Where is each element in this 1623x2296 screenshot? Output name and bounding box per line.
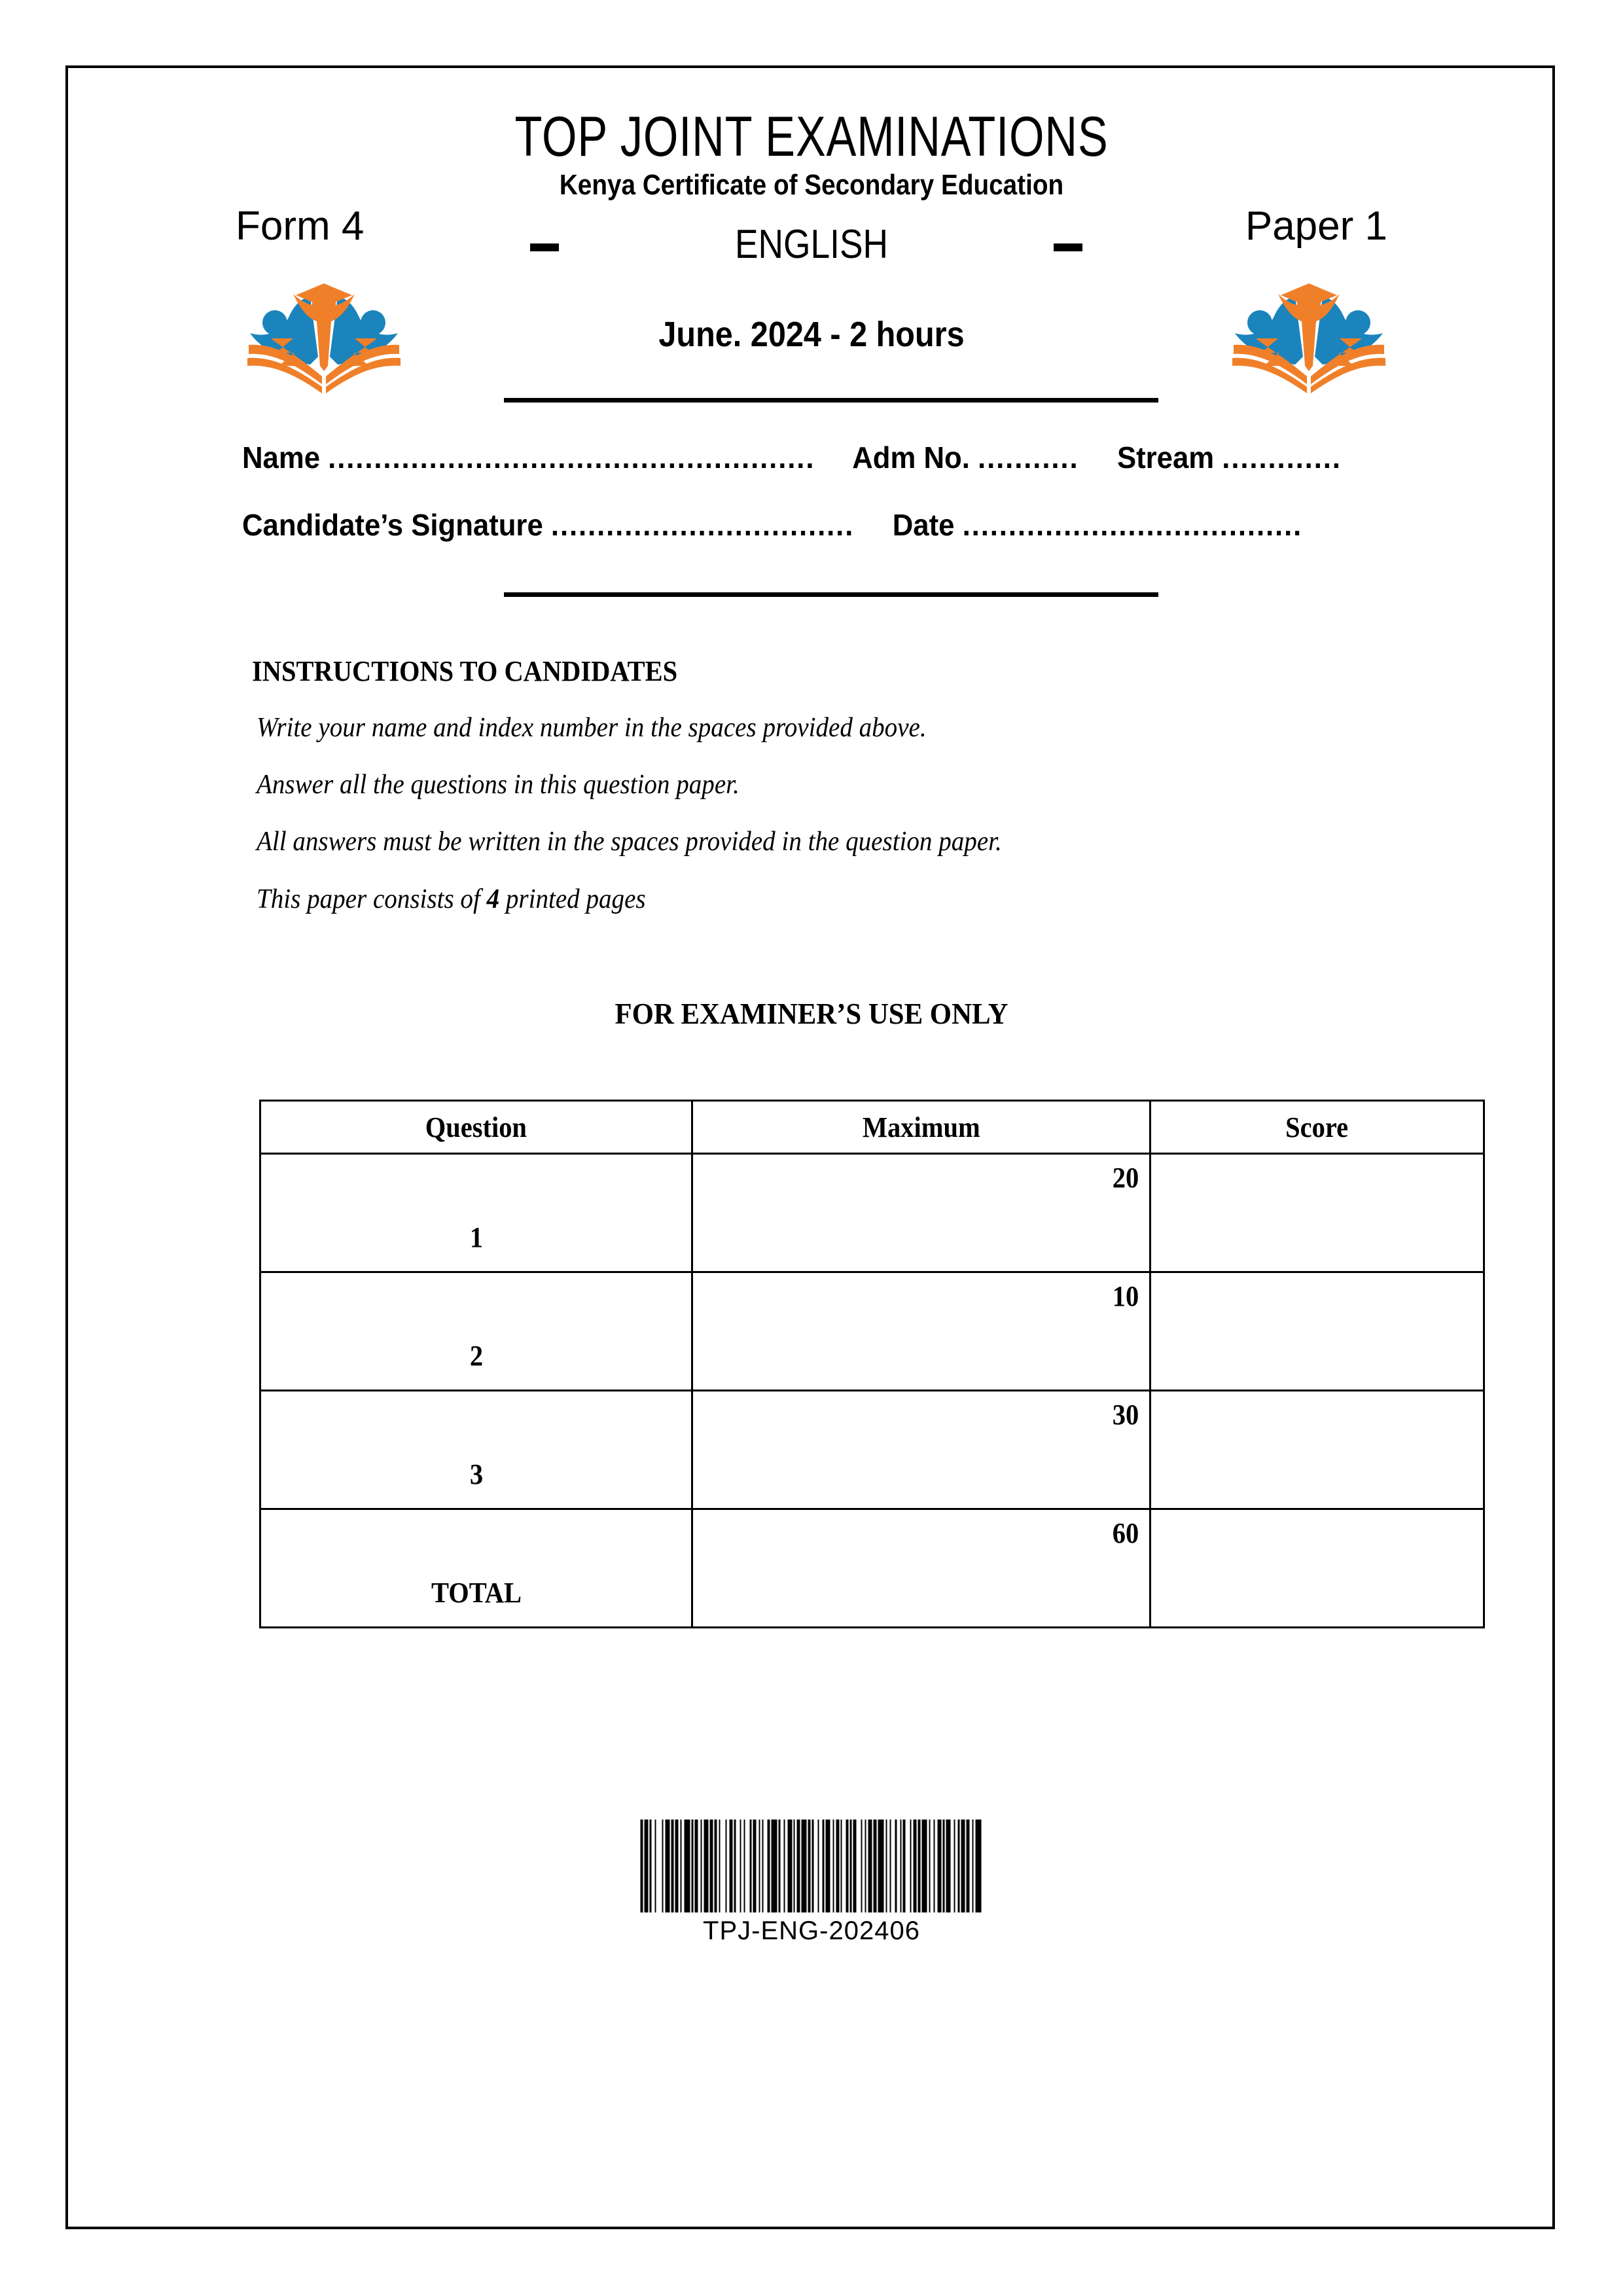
column-header-maximum: Maximum [692, 1101, 1150, 1154]
adm-no-label: Adm No. [852, 440, 970, 475]
name-label: Name [242, 440, 321, 475]
pages-prefix: This paper consists of [257, 884, 487, 914]
column-header-question: Question [260, 1101, 692, 1154]
stream-input-dots[interactable]: ............. [1222, 440, 1342, 475]
cell-question: 2 [260, 1272, 692, 1391]
examiner-marks-table [259, 1100, 1485, 1628]
subject-name: ENGLISH [734, 222, 889, 267]
stream-label: Stream [1116, 440, 1215, 475]
adm-no-input-dots[interactable]: ........... [978, 440, 1079, 475]
cell-question-total: TOTAL [260, 1509, 692, 1628]
instructions-heading: INSTRUCTIONS TO CANDIDATES [252, 655, 678, 687]
cell-score-total[interactable] [1150, 1509, 1484, 1628]
school-logo-left [242, 278, 406, 396]
cell-question: 1 [260, 1154, 692, 1272]
header-divider-top [504, 398, 1158, 403]
instruction-item: Answer all the questions in this question paper. [257, 770, 740, 800]
instruction-item: Write your name and index number in the spaces provided above. [257, 713, 927, 743]
cell-maximum: 20 [692, 1154, 1150, 1272]
instruction-item-pages [257, 884, 646, 915]
pages-count: 4 [486, 884, 500, 914]
school-logo-right [1227, 278, 1391, 396]
exam-title: TOP JOINT EXAMINATIONS [514, 105, 1109, 168]
barcode-value: TPJ-ENG-202406 [703, 1916, 920, 1945]
cell-maximum: 10 [692, 1272, 1150, 1391]
signature-label: Candidate’s Signature [242, 508, 543, 542]
date-label: Date [892, 508, 955, 542]
name-input-dots[interactable]: ..................................................... [328, 440, 815, 475]
table-row-total [260, 1509, 1484, 1628]
header-divider-bottom [504, 592, 1158, 597]
cell-score[interactable] [1150, 1272, 1484, 1391]
table-row [260, 1154, 1484, 1272]
paper-number: Paper 1 [1245, 204, 1387, 249]
candidate-signature-row [242, 507, 1405, 543]
instruction-item: All answers must be written in the spaces provided in the question paper. [257, 827, 1002, 857]
cell-question: 3 [260, 1391, 692, 1509]
cell-maximum-total: 60 [692, 1509, 1150, 1628]
cell-maximum: 30 [692, 1391, 1150, 1509]
date-input-dots[interactable]: ..................................... [962, 508, 1303, 542]
barcode-image [641, 1820, 983, 1912]
table-row [260, 1391, 1484, 1509]
dash-separator-right-icon [1054, 243, 1082, 251]
barcode-block [641, 1820, 983, 1946]
candidate-name-row [242, 440, 1405, 475]
column-header-score: Score [1150, 1101, 1484, 1154]
pages-suffix: printed pages [499, 884, 646, 914]
certificate-subtitle: Kenya Certificate of Secondary Education [559, 169, 1064, 201]
table-header-row [260, 1101, 1484, 1154]
cell-score[interactable] [1150, 1154, 1484, 1272]
signature-input-dots[interactable]: ................................. [550, 508, 855, 542]
exam-date-duration: June. 2024 - 2 hours [658, 315, 965, 354]
examiner-use-heading: FOR EXAMINER’S USE ONLY [615, 997, 1008, 1030]
cell-score[interactable] [1150, 1391, 1484, 1509]
form-level: Form 4 [236, 204, 365, 249]
table-row [260, 1272, 1484, 1391]
